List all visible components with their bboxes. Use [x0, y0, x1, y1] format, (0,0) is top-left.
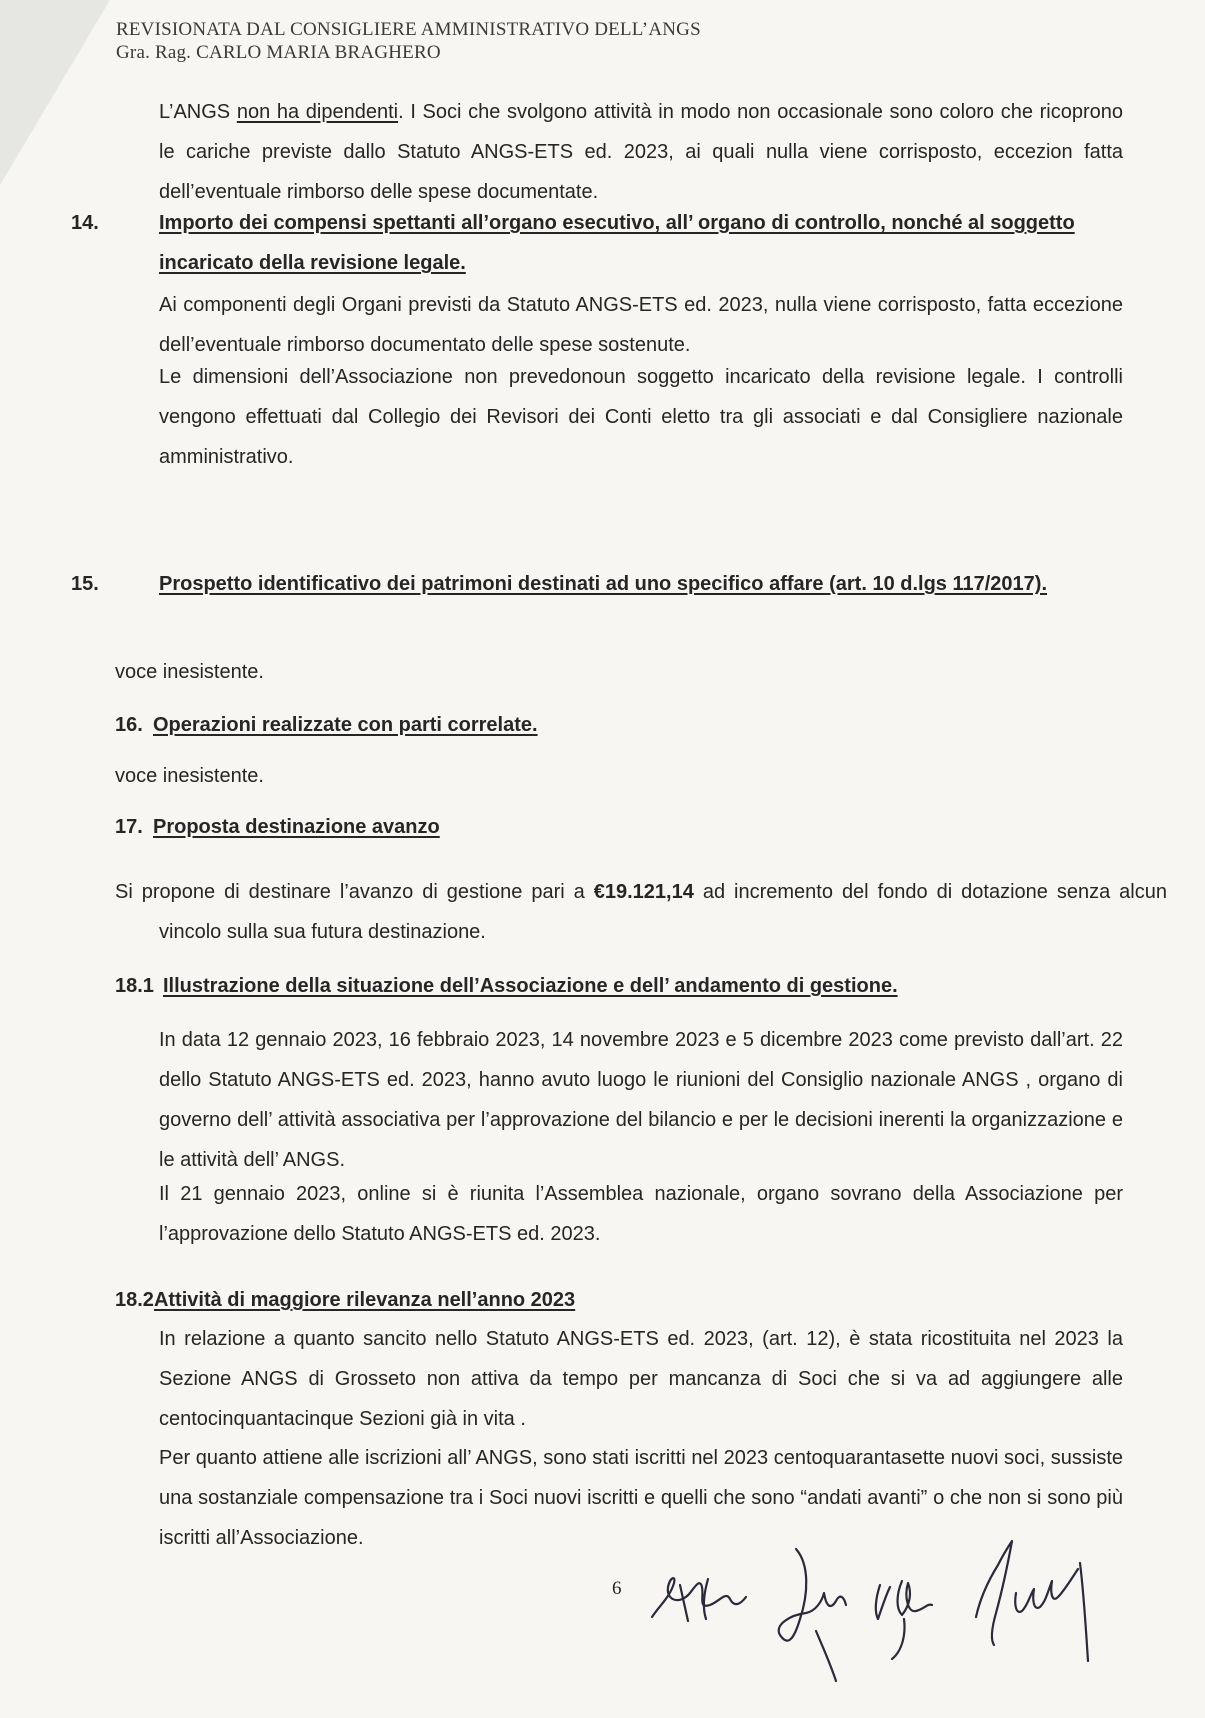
section-18-2-paragraph-1: In relazione a quanto sancito nello Statuto ANGS-ETS ed. 2023, (art. 12), è stata ricostituita nel 2023 la Sezione ANGS di Grosseto non attiva da tempo per mancanza di Soci che si va ad aggiungere alle centocinquantacinque Sezioni già in vita . — [159, 1328, 1123, 1430]
section-18-2-heading — [115, 1280, 1123, 1320]
section-18-2-title: Attività di maggiore rilevanza nell’anno 2023 — [153, 1289, 576, 1311]
section-18-2-number: 18.2 — [115, 1289, 154, 1311]
section-17-title: Proposta destinazione avanzo — [153, 816, 440, 838]
section-14-heading — [71, 203, 1167, 283]
intro-paragraph — [159, 92, 1123, 212]
section-17-paragraph — [115, 872, 1167, 952]
section-18-1-title: Illustrazione della situazione dell’Associazione e dell’ andamento di gestione. — [163, 975, 898, 997]
section-15-number: 15. — [71, 573, 99, 595]
section-16-title: Operazioni realizzate con parti correlate. — [153, 714, 538, 736]
section-15-title: Prospetto identificativo dei patrimoni destinati ad uno specifico affare (art. 10 d.lgs 117/2017). — [159, 573, 1048, 595]
section-17-pre: Si propone di destinare l’avanzo di gestione pari a — [115, 881, 594, 903]
section-18-1-heading — [115, 966, 1123, 1006]
intro-underlined: non ha dipendenti — [236, 101, 399, 123]
header-line-1: REVISIONATA DAL CONSIGLIERE AMMINISTRATIVO DELL’ANGS — [116, 19, 701, 40]
surplus-amount: €19.121,14 — [593, 881, 694, 903]
intro-pre: L’ANGS — [159, 101, 237, 123]
section-16-number: 16. — [115, 714, 143, 736]
header-line-2: Gra. Rag. CARLO MARIA BRAGHERO — [116, 42, 441, 63]
section-18-1-paragraph-2: Il 21 gennaio 2023, online si è riunita l’Assemblea nazionale, organo sovrano della Associazione per l’approvazione dello Statuto ANGS-ETS ed. 2023. — [159, 1183, 1123, 1245]
section-16-body: voce inesistente. — [115, 765, 264, 787]
section-18-1-number: 18.1 — [115, 975, 154, 997]
section-14-paragraph-2: Le dimensioni dell’Associazione non prevedonoun soggetto incaricato della revisione legale. I controlli vengono effettuati dal Collegio dei Revisori dei Conti eletto tra gli associati e dal Consigliere nazionale amministrativo. — [159, 366, 1123, 468]
section-14-number: 14. — [71, 212, 99, 234]
section-18-1-paragraph-1: In data 12 gennaio 2023, 16 febbraio 2023, 14 novembre 2023 e 5 dicembre 2023 come previsto dall’art. 22 dello Statuto ANGS-ETS ed. 2023, hanno avuto luogo le riunioni del Consiglio nazionale ANGS , organo di governo dell’ attività associativa per l’approvazione del bilancio e per le decisioni inerenti la organizzazione e le attività dell’ ANGS. — [159, 1029, 1123, 1171]
section-15-heading — [71, 564, 1167, 604]
section-17-heading — [115, 807, 1123, 847]
handwritten-signatures — [640, 1535, 1110, 1705]
section-14-paragraph-1: Ai componenti degli Organi previsti da Statuto ANGS-ETS ed. 2023, nulla viene corrisposto, fatta eccezione dell’eventuale rimborso documentato delle spese sostenute. — [159, 294, 1123, 356]
section-16-heading — [115, 705, 1123, 745]
page-corner-shadow — [0, 0, 110, 185]
section-17-post: ad incremento del fondo di dotazione senza alcun vincolo sulla sua futura destinazione. — [159, 881, 1167, 943]
section-14-title: Importo dei compensi spettanti all’organo esecutivo, all’ organo di controllo, nonché al soggetto incaricato della revisione legale. — [159, 212, 1075, 274]
section-18-2-paragraph-2: Per quanto attiene alle iscrizioni all’ ANGS, sono stati iscritti nel 2023 centoquarantasette nuovi soci, sussiste una sostanziale compensazione tra i Soci nuovi iscritti e quelli che sono “andati avanti” o che non si sono più iscritti all’Associazione. — [159, 1447, 1123, 1549]
page-number: 6 — [612, 1578, 622, 1599]
intro-post: . I Soci che svolgono attività in modo non occasionale sono coloro che ricoprono le cariche previste dallo Statuto ANGS-ETS ed. 2023, ai quali nulla viene corrisposto, eccezion fatta dell’eventuale rimborso delle spese documentate. — [159, 101, 1123, 203]
page-header — [116, 18, 701, 64]
section-15-body: voce inesistente. — [115, 661, 264, 683]
section-17-number: 17. — [115, 816, 143, 838]
